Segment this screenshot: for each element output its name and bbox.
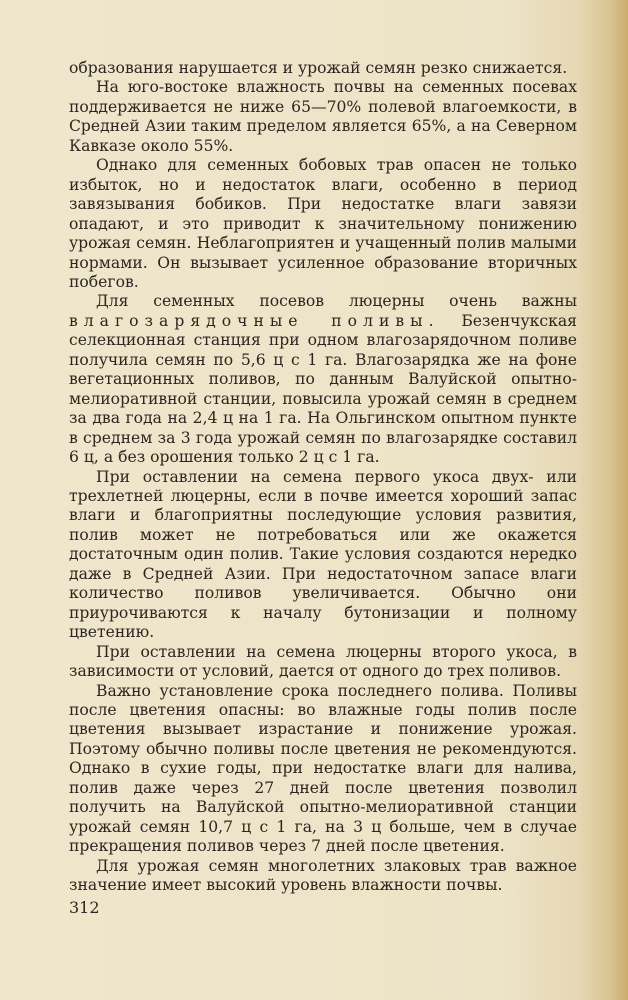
paragraph-7: Важно установление срока последнего полива. Поливы после цветения опасны: во влажные годы полив после цветения вызывает израстание и понижение урожая. Поэтому обычно поливы после цветения не рекомендуются. Однако в сухие годы, при недостатке влаги для налива, полив даже через 27 дней после цветения позволил получить на Валуйской опытно-мелиоративной станции урожай семян 10,7 ц с 1 га, на 3 ц больше, чем в случае прекращения поливов через 7 дней после цветения. xyxy=(69,681,577,856)
body-text xyxy=(69,59,577,895)
paragraph-4 xyxy=(69,292,577,467)
paragraph-1: образования нарушается и урожай семян резко снижается. xyxy=(69,59,568,77)
paragraph-4-rest: Безенчукская селекционная станция при одном влагозарядочном поливе получила семян по 5,6 ц с 1 га. Влагозарядка же на фоне вегетационных поливов, по данным Валуйской опытно-мелиоративной станции, повысила урожай семян в среднем за два года на 2,4 ц на 1 га. На Ольгинском опытном пункте в среднем за 3 года урожай семян по влагозарядке составил 6 ц, а без орошения только 2 ц с 1 га. xyxy=(69,311,577,467)
page-number: 312 xyxy=(69,898,100,917)
paragraph-2: На юго-востоке влажность почвы на семенных посевах поддерживается не ниже 65—70% полевой влагоемкости, в Средней Азии таким пределом является 65%, а на Северном Кавказе около 55%. xyxy=(69,78,577,155)
paragraph-4-emphasis: влагозарядочные поливы. xyxy=(69,311,440,330)
paragraph-8: Для урожая семян многолетних злаковых трав важное значение имеет высокий уровень влажности почвы. xyxy=(69,856,577,895)
paragraph-3: Однако для семенных бобовых трав опасен не только избыток, но и недостаток влаги, особенно в период завязывания бобиков. При недостатке влаги завязи опадают, и это приводит к значительному понижению урожая семян. Неблагоприятен и учащенный полив малыми нормами. Он вызывает усиленное образование вторичных побегов. xyxy=(69,156,577,291)
paragraph-4-lead: Для семенных посевов люцерны очень важны xyxy=(96,292,577,311)
paragraph-6: При оставлении на семена люцерны второго укоса, в зависимости от условий, дается от одного до трех поливов. xyxy=(69,642,577,681)
paragraph-5: При оставлении на семена первого укоса двух- или трехлетней люцерны, если в почве имеется хороший запас влаги и благоприятны последующие условия развития, полив может не потребоваться или же окажется достаточным один полив. Такие условия создаются нередко даже в Средней Азии. При недостаточном запасе влаги количество поливов увеличивается. Обычно они приурочиваются к началу бутонизации и полному цветению. xyxy=(69,467,577,642)
